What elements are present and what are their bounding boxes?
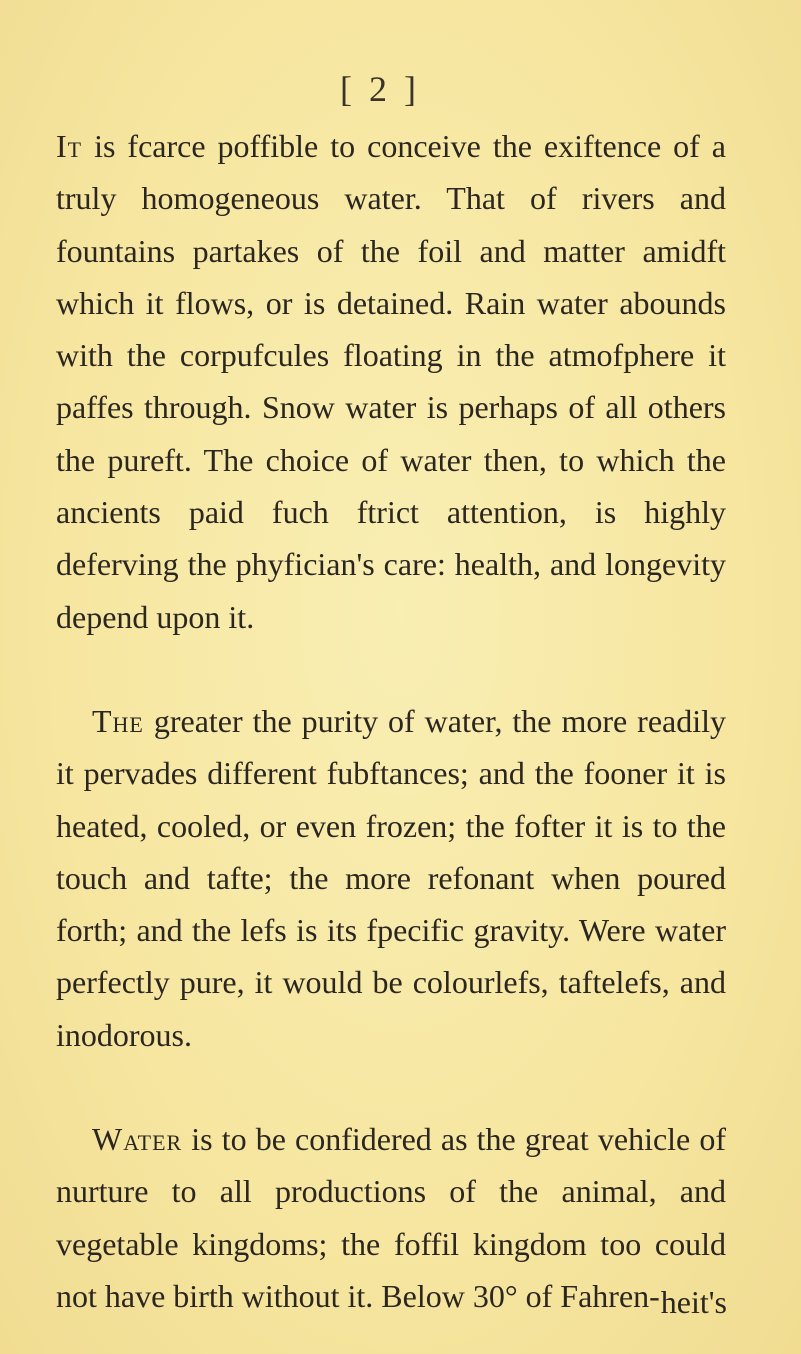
paragraph-1-text: is fcarce poffible to conceive the exiftence of a truly homogeneous water. That of rivers and fountains partakes of the foil and matter amidft which it flows, or is detained. Rain water abounds with the corpufcules floating in the atmofphere it paffes through. Snow water is perhaps of all others the pureft. The choice of water then, to which the ancients paid fuch ftrict attention, is highly deferving the phyfician's care: health, and longevity depend upon it. xyxy=(56,128,726,635)
paragraph-3-text: is to be confidered as the great vehicle of nurture to all productions of the animal, and vegetable kingdoms; the foffil kingdom too could not have birth without it. Below 30° of Fahren- xyxy=(56,1121,726,1314)
paragraph-2-lead: The xyxy=(92,702,144,739)
body-text xyxy=(56,120,726,1322)
paragraph-1-lead: It xyxy=(56,128,83,164)
paragraph-1 xyxy=(56,120,726,643)
catchword: heit's xyxy=(660,1284,727,1320)
paragraph-3-lead: Water xyxy=(92,1121,183,1158)
paragraph-2 xyxy=(56,695,726,1061)
paragraph-2-text: greater the purity of water, the more readily it pervades different fubftances; and the fooner it is heated, cooled, or even frozen; the fofter it is to the touch and tafte; the more refonant when poured forth; and the lefs is its fpecific gravity. Were water perfectly pure, it would be colourlefs, taftelefs, and inodorous. xyxy=(56,702,726,1053)
page-number: [ 2 ] xyxy=(340,69,420,109)
paragraph-3 xyxy=(56,1113,726,1322)
